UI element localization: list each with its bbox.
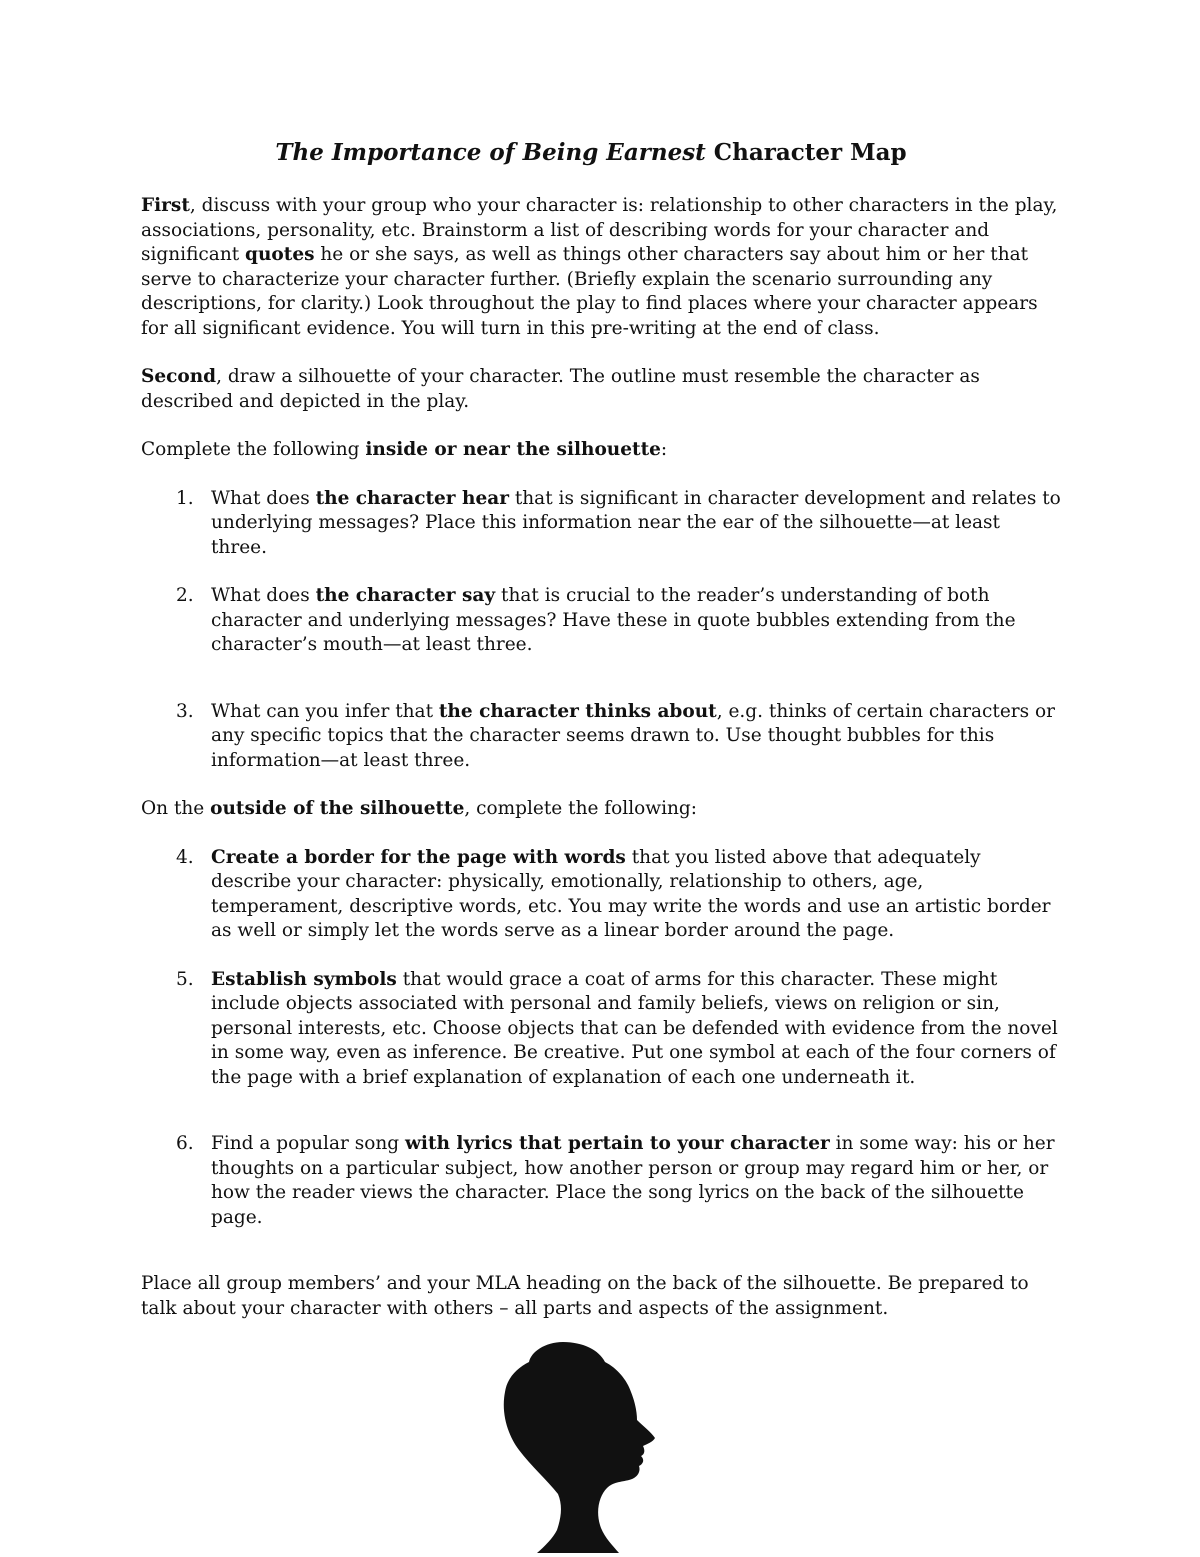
list-item-number: 6. xyxy=(176,1133,194,1154)
list-item xyxy=(141,584,1061,658)
list-item-pre: What does xyxy=(211,487,316,509)
list-item-bold: the character hear xyxy=(315,487,509,509)
woman-silhouette-svg xyxy=(495,1340,660,1553)
outside-intro-end: , complete the following: xyxy=(464,798,698,819)
list-item-post: that you listed above that adequately describe your character: physically, emotionally, relationship to others, age, temperament, descriptive words, etc. You may write the words and use an artistic border as well or simply let the words serve as a linear border around the page. xyxy=(211,846,1051,941)
intro-paragraph xyxy=(141,194,1061,341)
list-item-post: , e.g. thinks of certain characters or any specific topics that the character seems drawn to. Use thought bubbles for this information—at least three. xyxy=(211,700,1055,771)
list-item-pre: What does xyxy=(211,585,316,606)
outside-list xyxy=(141,846,1061,1231)
intro-text-a: , discuss with your group who your character is: relationship to other characters in the play, associations, personality, etc. Brainstorm a list of describing words for your character and significant xyxy=(141,195,1058,265)
list-item-number: 5. xyxy=(176,968,194,990)
outside-intro-bold: outside of the silhouette xyxy=(210,798,465,819)
list-item xyxy=(141,968,1061,1091)
woman-silhouette-icon xyxy=(495,1340,660,1553)
list-item-post: that is significant in character development and relates to underlying messages? Place this information near the ear of the silhouette—at least three. xyxy=(211,487,1061,558)
closing-paragraph: Place all group members’ and your MLA heading on the back of the silhouette. Be prepared to talk about your character with others – all parts and aspects of the assignment. xyxy=(141,1273,1029,1319)
inside-intro-bold: inside or near the silhouette xyxy=(365,439,661,460)
list-item-number: 2. xyxy=(176,585,194,606)
document-page xyxy=(141,138,1061,1321)
inside-list xyxy=(141,487,1061,774)
inside-intro-text: Complete the following xyxy=(141,439,366,460)
second-paragraph xyxy=(141,365,1061,414)
list-item-number: 1. xyxy=(176,487,194,509)
list-item xyxy=(141,846,1061,944)
outside-intro xyxy=(141,797,1061,822)
list-item xyxy=(141,487,1061,561)
title-rest: Character Map xyxy=(705,139,907,166)
intro-text-b: he or she says, as well as things other characters say about him or her that serve to characterize your character further. (Briefly explain the scenario surrounding any descriptions, for clarity.) Look throughout the play to find places where your character appears for all significant evidence. You will turn in this pre-writing at the end of class. xyxy=(141,244,1038,339)
intro-bold-quotes: quotes xyxy=(245,244,315,265)
list-item-pre: What can you infer that xyxy=(211,700,439,722)
inside-intro-end: : xyxy=(660,439,668,460)
inside-intro xyxy=(141,438,1061,463)
list-item-post: that would grace a coat of arms for this character. These might include objects associated with personal and family beliefs, views on religion or sin, personal interests, etc. Choose objects that can be defended with evidence from the novel in some way, even as inference. Be creative. Put one symbol at each of the four corners of the page with a brief explanation of explanation of each one underneath it. xyxy=(211,968,1058,1088)
second-lead: Second xyxy=(141,366,217,387)
list-item-post: that is crucial to the reader’s understanding of both character and underlying messages? Have these in quote bubbles extending from the character’s mouth—at least three. xyxy=(211,585,1016,655)
page-title xyxy=(141,138,1061,168)
list-item-bold: Create a border for the page with words xyxy=(211,846,626,868)
list-item-number: 3. xyxy=(176,700,194,722)
list-item-bold: the character thinks about xyxy=(438,700,717,722)
outside-intro-text: On the xyxy=(141,798,211,819)
title-italic: The Importance of Being Earnest xyxy=(275,139,706,166)
list-item-bold: with lyrics that pertain to your character xyxy=(404,1133,830,1154)
list-item xyxy=(141,1132,1061,1230)
list-item-bold: the character say xyxy=(315,585,496,606)
list-item-number: 4. xyxy=(176,846,194,868)
second-text: , draw a silhouette of your character. The outline must resemble the character as described and depicted in the play. xyxy=(141,366,980,412)
list-item-post: in some way: his or her thoughts on a particular subject, how another person or group may regard him or her, or how the reader views the character. Place the song lyrics on the back of the silhouette page. xyxy=(211,1133,1055,1228)
list-item xyxy=(141,700,1061,774)
list-item-bold: Establish symbols xyxy=(211,968,397,990)
list-item-pre: Find a popular song xyxy=(211,1133,405,1154)
woman-silhouette-path xyxy=(504,1342,655,1553)
intro-lead: First xyxy=(141,195,190,216)
